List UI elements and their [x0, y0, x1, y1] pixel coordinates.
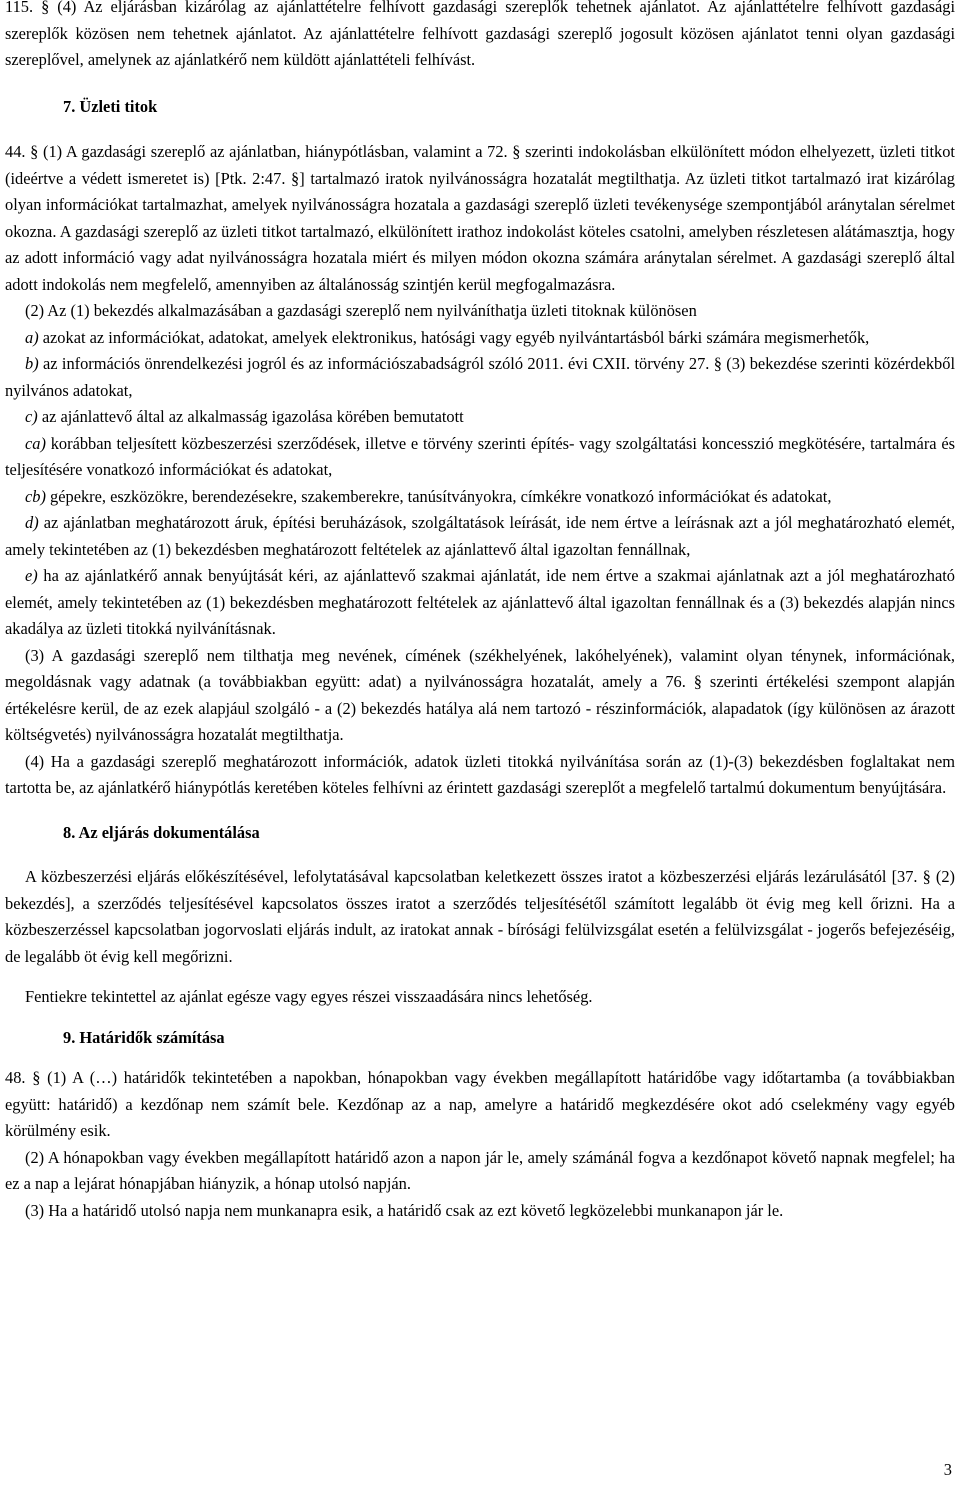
- list-item-d: [5, 510, 955, 563]
- paragraph-documentation: A közbeszerzési eljárás előkészítésével, lefolytatásával kapcsolatban keletkezett összes iratot a közbeszerzési eljárás lezárulásától [37. § (2) bekezdés], a szerződés teljesítésével kapcsolatos összes iratot a szerződés teljesítésétől számított legalább öt évig meg kell őrizni. Ha a közbeszerzéssel kapcsolatban jogorvoslati eljárás indult, az iratokat annak - bírósági felülvizsgálat esetén a felülvizsgálat - jogerős befejezéséig, de legalább öt évig kell megőrizni.: [5, 867, 955, 966]
- list-marker-c: c): [25, 407, 38, 426]
- paragraph-44-4: (4) Ha a gazdasági szereplő meghatározott információk, adatok üzleti titokká nyilvánítása során az (1)-(3) bekezdésben foglaltakat nem tartotta be, az ajánlatkérő hiánypótlás keretében köteles felhívni az érintett gazdasági szereplőt a megfelelő tartalmú dokumentum benyújtására.: [5, 751, 955, 797]
- list-marker-d: d): [25, 513, 39, 532]
- list-text-e: ha az ajánlatkérő annak benyújtását kéri, az ajánlattevő szakmai ajánlatát, ide nem értve a szakmai ajánlatnak azt a jól meghatározható elemét, amely tekintetében az (1) bekezdésben meghatározott feltételek az ajánlattevő által igazoltan fennállnak és a (3) bekezdés alapján nincs akadálya az üzleti titokká nyilvánításnak.: [5, 566, 955, 638]
- list-text-d: az ajánlatban meghatározott áruk, építési beruházások, szolgáltatások leírását, ide nem értve a leírásnak azt a jól meghatározható elemét, amely tekintetében az (1) bekezdésben meghatározott feltételek az ajánlattevő által igazoltan fennállnak,: [5, 513, 955, 559]
- paragraph-48-2: (2) A hónapokban vagy években megállapított határidő azon a napon jár le, amely számánál fogva a kezdőnapot követő napnak megfelel; ha ez a nap a lejárat hónapjában hiányzik, a hónap utolsó napján.: [5, 1147, 955, 1193]
- list-item-b: [5, 351, 955, 404]
- paragraph-44-1: 44. § (1) A gazdasági szereplő az ajánlatban, hiánypótlásban, valamint a 72. § szerinti indokolásban elkülönített módon elhelyezett, üzleti titkot (ideértve a védett ismeretet is) [Ptk. 2:47. §] tartalmazó iratok nyilvánosságra hozatalát megtilthatja. Az üzleti titkot tartalmazó irat kizárólag olyan információkat tartalmazhat, amelyek nyilvánosságra hozatala a gazdasági szereplő üzleti tevékenysége szempontjából aránytalan sérelmet okozna. A gazdasági szereplő az üzleti titkot tartalmazó, elkülönített irathoz indokolást köteles csatolni, amelyben részletesen alátámasztja, hogy az adott információ vagy adat nyilvánosságra hozatala miért és milyen módon okozna számára aránytalan sérelmet. A gazdasági szereplő által adott indokolás nem megfelelő, amennyiben az általánosság szintjén kerül megfogalmazásra.: [5, 142, 955, 294]
- text-column: [5, 0, 955, 1224]
- heading-section-9: 9. Határidők számítása: [63, 1027, 225, 1047]
- list-item-ca: [5, 431, 955, 484]
- list-marker-ca: ca): [25, 433, 46, 453]
- list-item-a: [5, 325, 955, 352]
- list-marker-cb: cb): [25, 486, 46, 506]
- list-text-c: az ajánlattevő által az alkalmasság igazolása körében bemutatott: [37, 407, 464, 426]
- list-item-cb: [5, 484, 955, 511]
- paragraph-48-3: (3) Ha a határidő utolsó napja nem munkanapra esik, a határidő csak az ezt követő legközelebbi munkanapon jár le.: [25, 1200, 784, 1220]
- paragraph-115-4: 115. § (4) Az eljárásban kizárólag az ajánlattételre felhívott gazdasági szereplők tehetnek ajánlatot. Az ajánlattételre felhívott gazdasági szereplők közösen nem tehetnek ajánlatot. Az ajánlattételre felhívott gazdasági szereplő jogosult közösen ajánlatot tenni olyan gazdasági szereplővel, amelynek az ajánlatkérő nem küldött ajánlattételi felhívást.: [5, 0, 955, 69]
- list-text-cb: gépekre, eszközökre, berendezésekre, szakemberekre, tanúsítványokra, címkékre vonatkozó információkat és adatokat,: [45, 486, 832, 506]
- paragraph-48-1: 48. § (1) A (…) határidők tekintetében a napokban, hónapokban vagy években megállapított határidőbe vagy időtartamba (a továbbiakban együtt: határidő) a kezdőnap nem számít bele. Kezdőnap az a nap, amelyre a határidő megkezdésére okot adó cselekmény vagy egyéb körülmény esik.: [5, 1068, 955, 1140]
- list-text-ca: korábban teljesített közbeszerzési szerződések, illetve e törvény szerinti építés- vagy szolgáltatási koncesszió megkötésére, tartalmára és teljesítésére vonatkozó információkat és adatokat,: [5, 433, 955, 479]
- paragraph-44-3: (3) A gazdasági szereplő nem tilthatja meg nevének, címének (székhelyének, lakóhelyének), valamint olyan ténynek, információnak, megoldásnak vagy adatnak (a továbbiakban együtt: adat) a nyilvánosságra hozatalát, amely a 76. § szerinti értékelési szempont alapján értékelésre kerül, de az ezek alapjául szolgáló - a (2) bekezdés hatálya alá nem tartozó - részinformációk, alapadatok (így különösen az árazott költségvetés) nyilvánosságra hozatalát megtilthatja.: [5, 645, 955, 744]
- list-text-b: az információs önrendelkezési jogról és az információszabadságról szóló 2011. évi CXII. törvény 27. § (3) bekezdése szerinti közérdekből nyilvános adatokat,: [5, 354, 955, 400]
- heading-section-7: 7. Üzleti titok: [63, 96, 158, 116]
- list-text-a: azokat az információkat, adatokat, amelyek elektronikus, hatósági vagy egyéb nyilvántartásból bárki számára megismerhetők,: [38, 327, 870, 347]
- paragraph-44-2: (2) Az (1) bekezdés alkalmazásában a gazdasági szereplő nem nyilváníthatja üzleti titoknak különösen: [25, 301, 697, 320]
- list-marker-a: a): [25, 327, 39, 347]
- heading-section-8: 8. Az eljárás dokumentálása: [63, 822, 260, 842]
- list-marker-b: b): [25, 354, 39, 373]
- paragraph-conclusion: Fentiekre tekintettel az ajánlat egésze vagy egyes részei visszaadására nincs lehetőség.: [25, 987, 593, 1006]
- list-item-e: [5, 563, 955, 643]
- page-number: 3: [943, 1460, 952, 1479]
- list-item-c: [5, 404, 955, 431]
- list-marker-e: e): [25, 566, 38, 585]
